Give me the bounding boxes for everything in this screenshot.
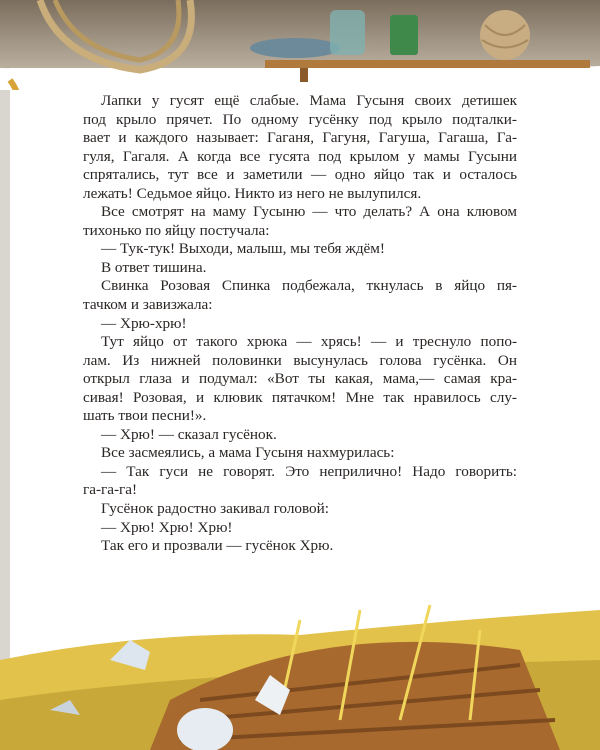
text-line: под крыло прячет. По одному гусёнку под крыло подталки- — [83, 110, 517, 128]
text-line: шать твои песни!». — [83, 407, 207, 425]
text-line: — Так гуси не говорят. Это неприлично! Надо говорить: — [101, 462, 517, 480]
text-line: открыл глаза и подумал: «Вот ты какая, мама,— самая кра- — [83, 370, 517, 388]
text-line: Гусёнок радостно закивал головой: — [101, 500, 329, 518]
text-line: лежать! Седьмое яйцо. Никто из него не вылупился. — [83, 184, 422, 202]
egg — [177, 708, 233, 750]
text-line: Все смотрят на маму Гусыню — что делать? А она клювом — [101, 203, 517, 221]
text-line: Так его и прозвали — гусёнок Хрю. — [101, 537, 334, 555]
text-line: — Тук-тук! Выходи, малыш, мы тебя ждём! — [101, 240, 385, 258]
text-line: Лапки у гусят ещё слабые. Мама Гусыня своих детишек — [101, 92, 517, 109]
text-line: — Хрю! — сказал гусёнок. — [101, 425, 277, 443]
text-line: га-га-га! — [83, 481, 138, 499]
text-line: Все засмеялись, а мама Гусыня нахмурилась: — [101, 444, 395, 462]
bottom-illustration-basket — [0, 590, 600, 750]
text-line: тачком и завизжала: — [83, 296, 213, 314]
shelf — [265, 60, 590, 68]
text-line: лам. Из нижней половинки высунулась голова гусёнка. Он — [83, 351, 517, 369]
text-line: сивая! Розовая, и клювик пятачком! Мне так нравилось слу- — [83, 388, 517, 406]
bowl — [250, 38, 340, 58]
text-line: вает и каждого называет: Гаганя, Гагуня, Гагуша, Гагаша, Га- — [83, 129, 517, 147]
top-illustration-shelf — [0, 0, 600, 90]
story-text — [83, 92, 517, 556]
text-line: Свинка Розовая Спинка подбежала, ткнулась в яйцо пя- — [101, 277, 517, 295]
mug — [390, 15, 418, 55]
text-line: В ответ тишина. — [101, 258, 207, 276]
text-line: — Хрю! Хрю! Хрю! — [101, 518, 233, 536]
text-line: — Хрю-хрю! — [101, 314, 187, 332]
text-line: гуля, Гагаля. А когда все гусята под крылом у мамы Гусыни — [83, 147, 517, 165]
text-line: Тут яйцо от такого хрюка — хрясь! — и треснуло попо- — [101, 333, 517, 351]
jar — [330, 10, 365, 55]
text-line: тихонько по яйцу постучала: — [83, 221, 270, 239]
text-line: спрятались, тут все и заметили — одно яйцо так и осталось — [83, 166, 517, 184]
